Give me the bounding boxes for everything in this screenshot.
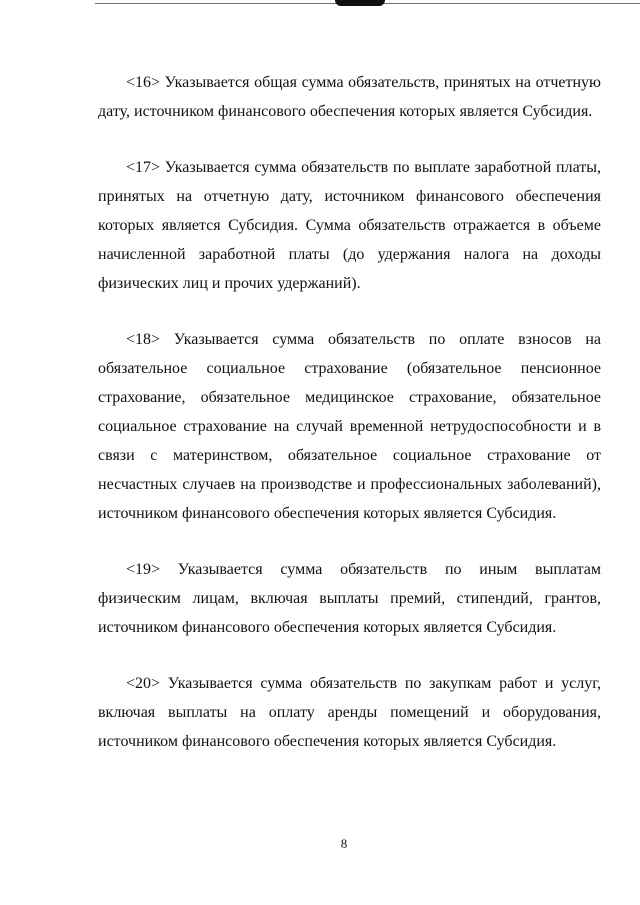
page-number: 8 (340, 836, 348, 851)
scan-mark (335, 0, 385, 6)
footnote-19: <19> Указывается сумма обязательств по иным выплатам физическим лицам, включая выплаты премий, стипендий, грантов, источником финансового обеспечения которых является Субсидия. (98, 561, 601, 636)
footnotes-body (98, 68, 601, 783)
footnote-18: <18> Указывается сумма обязательств по оплате взносов на обязательное социальное страхование (обязательное пенсионное страхование, обязательное медицинское страхование, обязательное социальное страхование на случай временной нетрудоспособности и в связи с материнством, обязательное социальное страхование от несчастных случаев на производстве и профессиональных заболеваний), источником финансового обеспечения которых является Субсидия. (98, 331, 601, 522)
footnote-17: <17> Указывается сумма обязательств по выплате заработной платы, принятых на отчетную дату, источником финансового обеспечения которых является Субсидия. Сумма обязательств отражается в объеме начисленной заработной платы (до удержания налога на доходы физических лиц и прочих удержаний). (98, 159, 601, 292)
footnote-16: <16> Указывается общая сумма обязательств, принятых на отчетную дату, источником финансового обеспечения которых является Субсидия. (98, 74, 601, 120)
footnote-20: <20> Указывается сумма обязательств по закупкам работ и услуг, включая выплаты на оплату аренды помещений и оборудования, источником финансового обеспечения которых является Субсидия. (98, 675, 601, 750)
